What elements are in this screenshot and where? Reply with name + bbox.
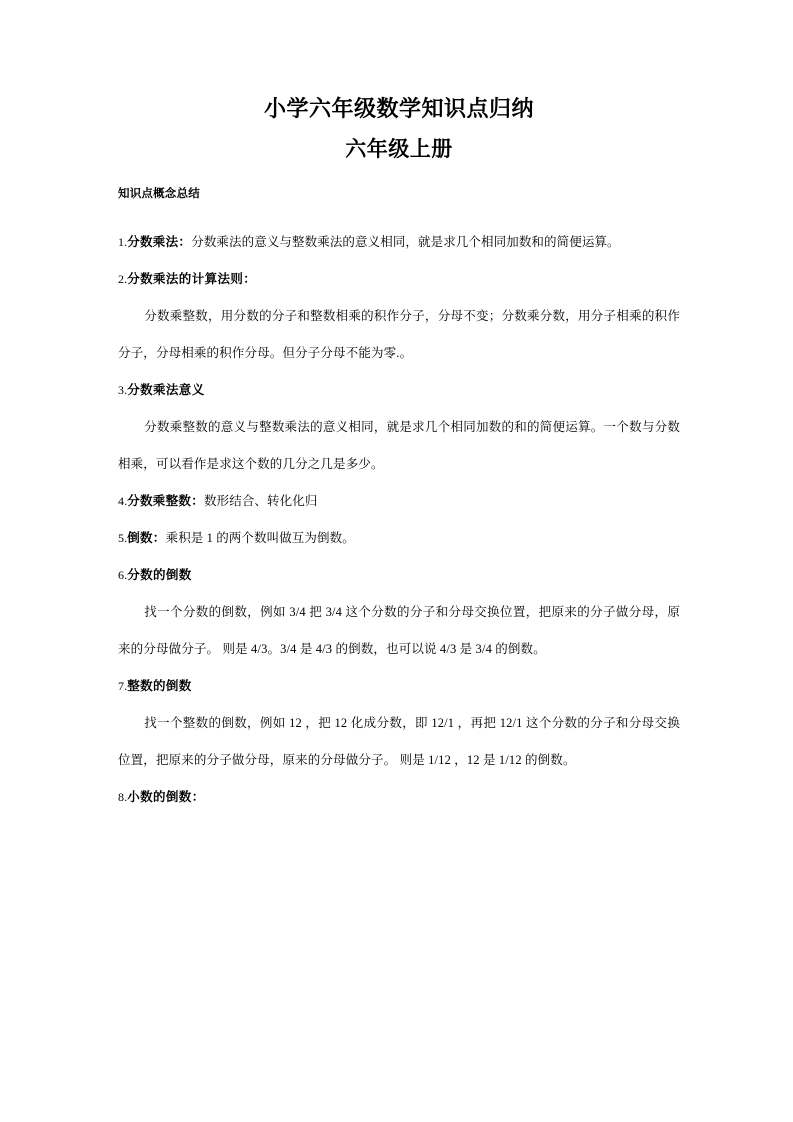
knowledge-point-6-body: 找一个分数的倒数，例如 3/4 把 3/4 这个分数的分子和分母交换位置，把原来的分子做分母，原来的分母做分子。 则是 4/3。3/4 是 4/3 的倒数，也可以说 4/3 是 3/4 的倒数。 [118, 605, 680, 656]
item-number: 5. [118, 531, 128, 545]
item-number: 6. [118, 568, 128, 582]
item-term: 分数的倒数 [127, 568, 192, 582]
knowledge-point-1 [118, 224, 680, 261]
knowledge-point-7-body: 找一个整数的倒数，例如 12 ，把 12 化成分数，即 12/1 ，再把 12/1 这个分数的分子和分母交换位置，把原来的分子做分母，原来的分母做分子。 则是 1/12 ，12 是 1/12 的倒数。 [118, 716, 680, 767]
knowledge-point-3 [118, 372, 680, 409]
knowledge-point-3-body: 分数乘整数的意义与整数乘法的意义相同，就是求几个相同加数的和的简便运算。一个数与分数相乘，可以看作是求这个数的几分之几是多少。 [118, 420, 680, 471]
section-heading: 知识点概念总结 [118, 188, 200, 200]
item-number: 2. [118, 272, 128, 286]
item-number: 3. [118, 383, 128, 397]
item-term: 倒数： [127, 531, 166, 545]
item-term: 分数乘法意义 [127, 383, 205, 397]
knowledge-point-2-body: 分数乘整数，用分数的分子和整数相乘的积作分子，分母不变；分数乘分数，用分子相乘的积作分子，分母相乘的积作分母。但分子分母不能为零.。 [118, 309, 680, 360]
item-term: 整数的倒数 [127, 679, 192, 693]
knowledge-point-5 [118, 520, 680, 557]
item-number: 4. [118, 494, 128, 508]
item-term: 分数乘法： [127, 235, 192, 249]
item-number: 7. [118, 679, 128, 693]
item-number: 8. [118, 790, 128, 804]
item-term: 分数乘法的计算法则： [127, 272, 257, 286]
knowledge-point-2 [118, 261, 680, 298]
knowledge-point-8 [118, 779, 680, 816]
item-description: 分数乘法的意义与整数乘法的意义相同，就是求几个相同加数和的简便运算。 [191, 235, 620, 249]
knowledge-point-7 [118, 668, 680, 705]
page-title: 小学六年级数学知识点归纳 [263, 96, 534, 121]
knowledge-point-6 [118, 557, 680, 594]
page-subtitle: 六年级上册 [345, 138, 453, 161]
item-description: 数形结合、转化化归 [204, 494, 318, 508]
document-content [118, 92, 680, 816]
knowledge-point-4 [118, 483, 680, 520]
item-description: 乘积是 1 的两个数叫做互为倒数。 [165, 531, 355, 545]
item-term: 小数的倒数： [127, 790, 205, 804]
item-term: 分数乘整数： [127, 494, 205, 508]
item-number: 1. [118, 235, 128, 249]
